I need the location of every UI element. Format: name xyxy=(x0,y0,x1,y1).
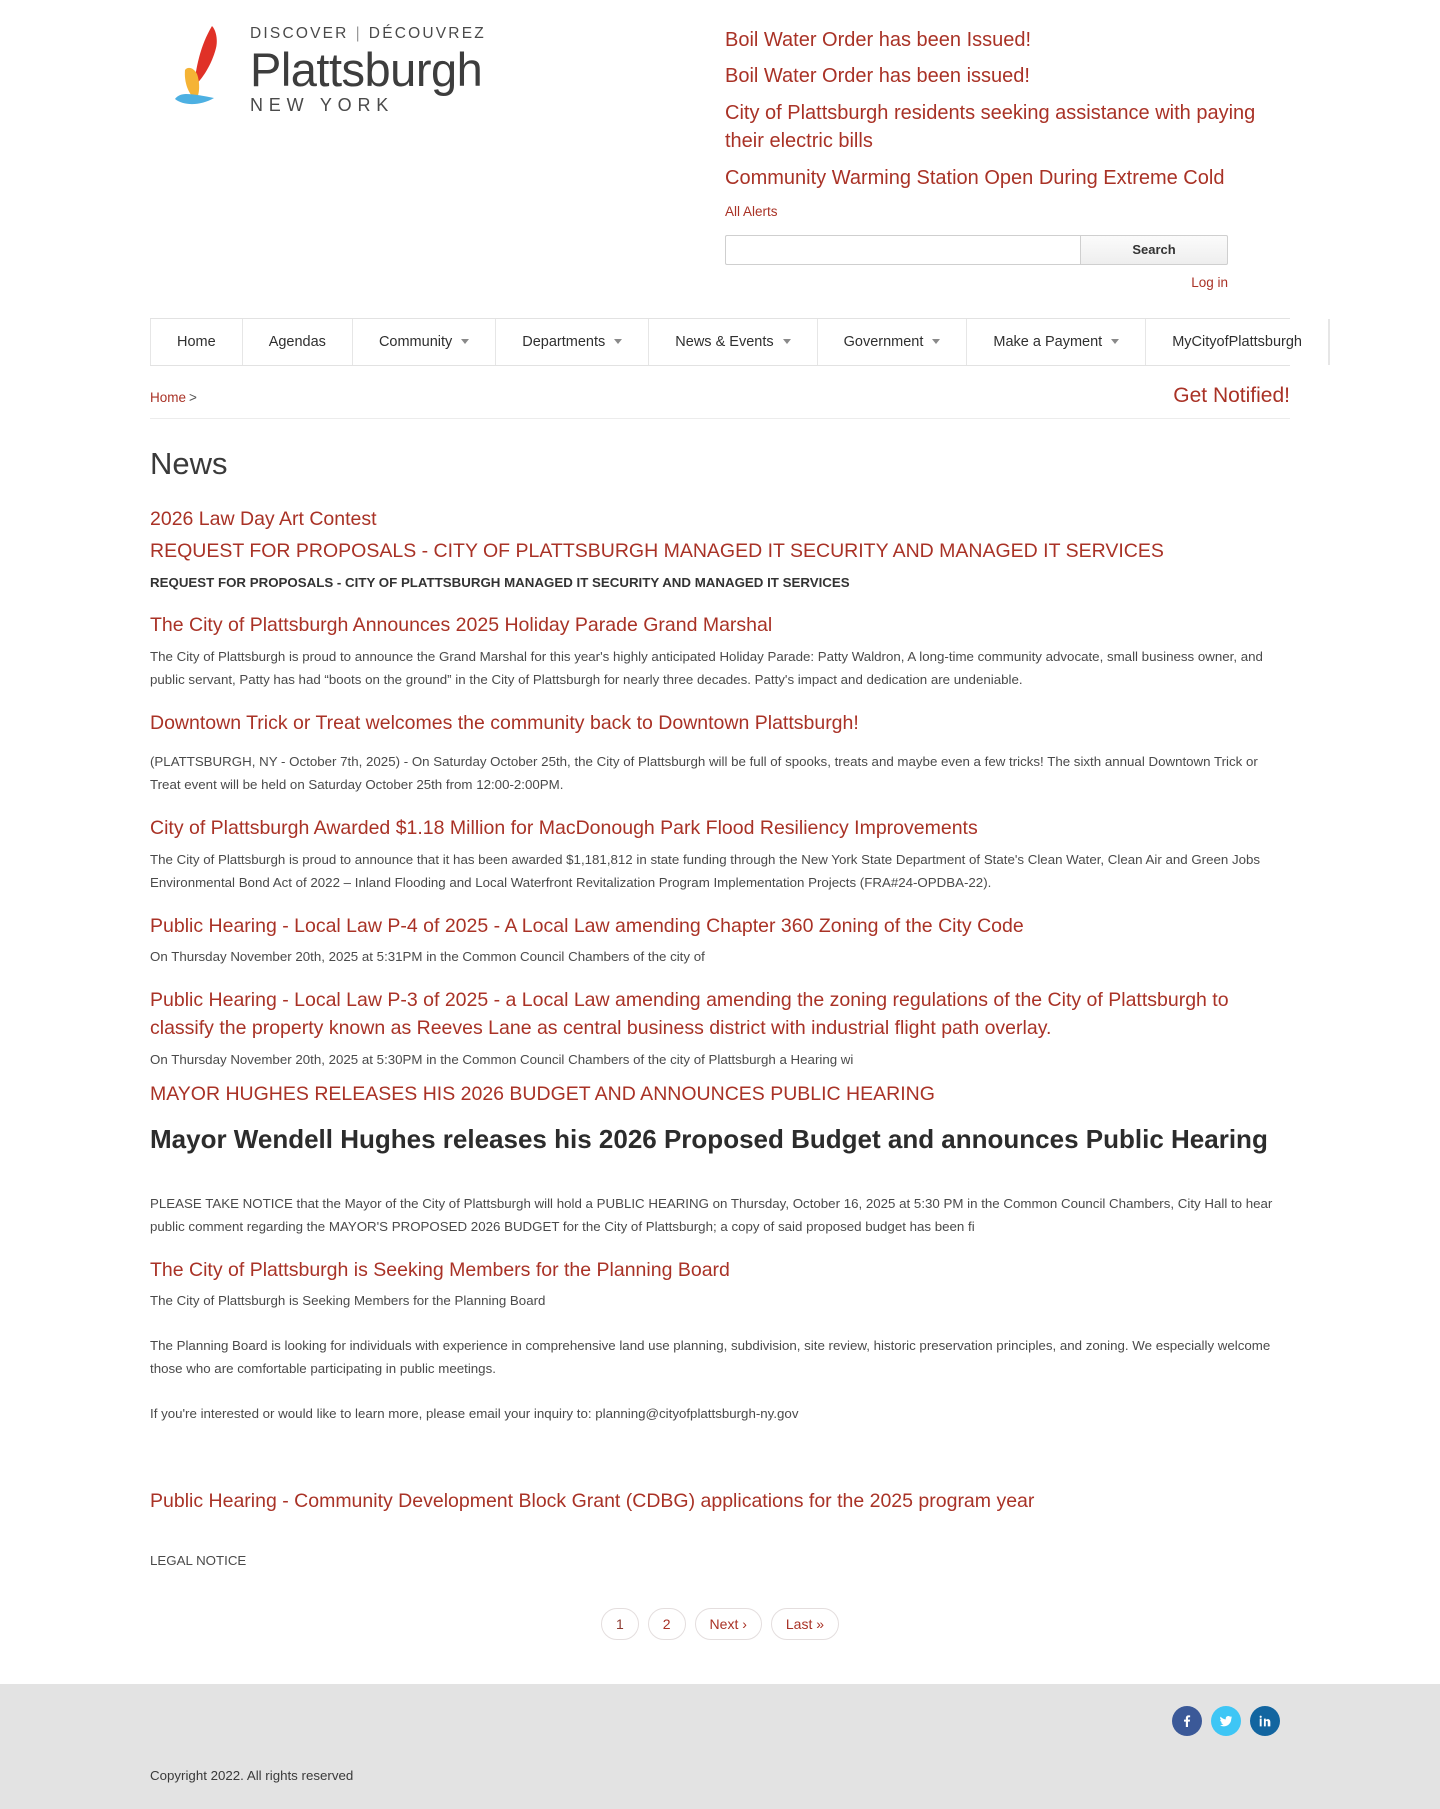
news-title-link[interactable]: City of Plattsburgh Awarded $1.18 Million for MacDonough Park Flood Resiliency Improvements xyxy=(150,817,978,840)
news-item xyxy=(150,815,1290,894)
pagination-last[interactable]: Last » xyxy=(771,1608,839,1640)
news-subheading: Mayor Wendell Hughes releases his 2026 Proposed Budget and announces Public Hearing xyxy=(150,1124,1268,1155)
twitter-icon[interactable] xyxy=(1211,1706,1241,1736)
news-item xyxy=(150,506,1290,534)
news-list xyxy=(150,506,1290,1568)
nav-label: Home xyxy=(177,333,216,350)
nav-item-mycityofplattsburgh[interactable] xyxy=(1146,319,1329,365)
search-input[interactable] xyxy=(725,235,1080,265)
nav-label: Community xyxy=(378,333,453,350)
facebook-icon[interactable] xyxy=(1172,1706,1202,1736)
breadcrumb-home-link[interactable]: Home xyxy=(150,389,187,405)
breadcrumb xyxy=(150,366,1290,419)
search-button[interactable]: Search xyxy=(1080,235,1228,265)
news-title-link[interactable]: The City of Plattsburgh Announces 2025 Holiday Parade Grand Marshal xyxy=(150,614,773,637)
nav-item-home[interactable] xyxy=(150,319,243,365)
alert-item[interactable]: City of Plattsburgh residents seeking assistance with paying their electric bills xyxy=(725,101,1256,153)
chevron-down-icon xyxy=(783,339,791,344)
search-form xyxy=(725,235,1228,265)
site-logo[interactable] xyxy=(150,14,725,116)
news-item xyxy=(150,710,1290,797)
news-title-link[interactable]: 2026 Law Day Art Contest xyxy=(150,508,377,531)
site-header xyxy=(150,0,1290,292)
nav-label: News & Events xyxy=(675,333,774,350)
chevron-down-icon xyxy=(614,339,622,344)
news-title-link[interactable]: REQUEST FOR PROPOSALS - CITY OF PLATTSBURGH MANAGED IT SECURITY AND MANAGED IT SERVICES xyxy=(150,539,1164,562)
main-navigation xyxy=(150,318,1302,366)
login-row xyxy=(725,274,1228,292)
alert-item[interactable]: Boil Water Order has been issued! xyxy=(725,65,1030,88)
nav-label: Government xyxy=(843,333,924,350)
news-title-link[interactable]: Downtown Trick or Treat welcomes the community back to Downtown Plattsburgh! xyxy=(150,711,859,734)
nav-spacer xyxy=(1329,319,1330,365)
news-summary: PLEASE TAKE NOTICE that the Mayor of the City of Plattsburgh will hold a PUBLIC HEARING on Thursday, October 16, 2025 at 5:30 PM in the Common Council Chambers, City Hall to hear public comment regarding the MAYOR'S PROPOSED 2026 BUDGET for the City of Plattsburgh; a copy of said proposed budget has been fi xyxy=(150,1195,1273,1234)
main-content xyxy=(150,419,1290,1640)
alert-item[interactable]: Boil Water Order has been Issued! xyxy=(725,29,1032,51)
news-summary-3: If you're interested or would like to learn more, please email your inquiry to: planning@cityofplattsburgh-ny.gov xyxy=(150,1405,799,1421)
chevron-down-icon xyxy=(932,339,940,344)
copyright-text: Copyright 2022. All rights reserved xyxy=(150,1768,354,1784)
news-item xyxy=(150,1257,1290,1426)
news-summary: The City of Plattsburgh is proud to announce the Grand Marshal for this year's highly anticipated Holiday Parade: Patty Waldron, A long-time community advocate, small business owner, and public servant, Patty has had “boots on the ground” in the City of Plattsburgh for nearly three decades. Patty's impact and dedication are undeniable. xyxy=(150,649,1263,687)
news-item xyxy=(150,913,1290,970)
content-spacer xyxy=(150,1519,1290,1545)
alert-item[interactable]: Community Warming Station Open During Extreme Cold xyxy=(725,166,1225,189)
nav-item-community[interactable] xyxy=(353,319,496,365)
site-footer xyxy=(0,1684,1440,1809)
chevron-down-icon xyxy=(1111,339,1119,344)
nav-label: Agendas xyxy=(268,333,326,350)
news-summary: LEGAL NOTICE xyxy=(150,1553,247,1569)
logo-tagline: DISCOVER | DÉCOUVREZ xyxy=(250,25,486,43)
news-summary: The City of Plattsburgh is Seeking Members for the Planning Board xyxy=(150,1293,546,1309)
get-notified-link[interactable]: Get Notified! xyxy=(1173,383,1290,407)
news-title-link[interactable]: The City of Plattsburgh is Seeking Members for the Planning Board xyxy=(150,1258,730,1281)
news-summary: (PLATTSBURGH, NY - October 7th, 2025) - On Saturday October 25th, the City of Plattsburgh will be full of spooks, treats and maybe even a few tricks! The sixth annual Downtown Trick or Treat event will be held on Saturday October 25th from 12:00-2:00PM. xyxy=(150,754,1258,793)
logo-state: NEW YORK xyxy=(250,94,395,115)
header-right-column xyxy=(725,14,1290,292)
nav-label: Departments xyxy=(522,333,606,350)
nav-item-agendas[interactable] xyxy=(243,319,353,365)
alerts-list xyxy=(725,26,1290,235)
breadcrumb-separator: > xyxy=(189,389,197,405)
all-alerts-link[interactable]: All Alerts xyxy=(725,203,778,219)
social-links xyxy=(150,1706,1290,1736)
news-item xyxy=(150,987,1290,1071)
news-title-link[interactable]: Public Hearing - Local Law P-3 of 2025 - a Local Law amending amending the zoning regulations of the City of Plattsburgh to classify the property known as Reeves Lane as central business district with industrial flight path overlay. xyxy=(150,989,1229,1039)
pagination-page-2[interactable]: 2 xyxy=(648,1608,686,1640)
news-title-link[interactable]: Public Hearing - Local Law P-4 of 2025 - A Local Law amending Chapter 360 Zoning of the City Code xyxy=(150,914,1024,937)
sailboat-logo-icon xyxy=(172,24,236,116)
pagination-next[interactable]: Next › xyxy=(695,1608,762,1640)
news-summary: On Thursday November 20th, 2025 at 5:30PM in the Common Council Chambers of the city of Plattsburgh a Hearing wi xyxy=(150,1051,854,1067)
nav-item-departments[interactable] xyxy=(496,319,649,365)
news-summary: The City of Plattsburgh is proud to announce that it has been awarded $1,181,812 in state funding through the New York State Department of State's Clean Water, Clean Air and Green Jobs Environmental Bond Act of 2022 – Inland Flooding and Local Waterfront Revitalization Program Implementation Projects (FRA#24-OPDBA-22). xyxy=(150,851,1261,890)
news-summary: REQUEST FOR PROPOSALS - CITY OF PLATTSBURGH MANAGED IT SECURITY AND MANAGED IT SERVICES xyxy=(150,574,850,590)
news-item xyxy=(150,612,1290,691)
logo-wordmark: Plattsburgh xyxy=(250,42,483,96)
news-item xyxy=(150,1488,1290,1569)
news-item xyxy=(150,538,1290,595)
login-link[interactable]: Log in xyxy=(1191,274,1228,290)
chevron-down-icon xyxy=(461,339,469,344)
page-title: News xyxy=(150,445,228,481)
nav-label: MyCityofPlattsburgh xyxy=(1172,333,1302,350)
news-title-link[interactable]: Public Hearing - Community Development Block Grant (CDBG) applications for the 2025 program year xyxy=(150,1489,1035,1512)
linkedin-icon[interactable] xyxy=(1250,1706,1280,1736)
content-spacer xyxy=(150,1444,1290,1488)
nav-item-news-events[interactable] xyxy=(649,319,817,365)
pagination-page-1[interactable]: 1 xyxy=(601,1608,639,1640)
news-summary: On Thursday November 20th, 2025 at 5:31PM in the Common Council Chambers of the city of xyxy=(150,949,705,965)
nav-item-government[interactable] xyxy=(818,319,968,365)
news-title-link[interactable]: MAYOR HUGHES RELEASES HIS 2026 BUDGET AND ANNOUNCES PUBLIC HEARING xyxy=(150,1083,935,1106)
news-item xyxy=(150,1081,1290,1238)
news-summary-2: The Planning Board is looking for individuals with experience in comprehensive land use planning, subdivision, site review, historic preservation principles, and zoning. We especially welcome those who are comfortable participating in public meetings. xyxy=(150,1338,1271,1376)
pagination xyxy=(150,1608,1290,1640)
nav-label: Make a Payment xyxy=(993,333,1103,350)
nav-item-make-a-payment[interactable] xyxy=(967,319,1146,365)
